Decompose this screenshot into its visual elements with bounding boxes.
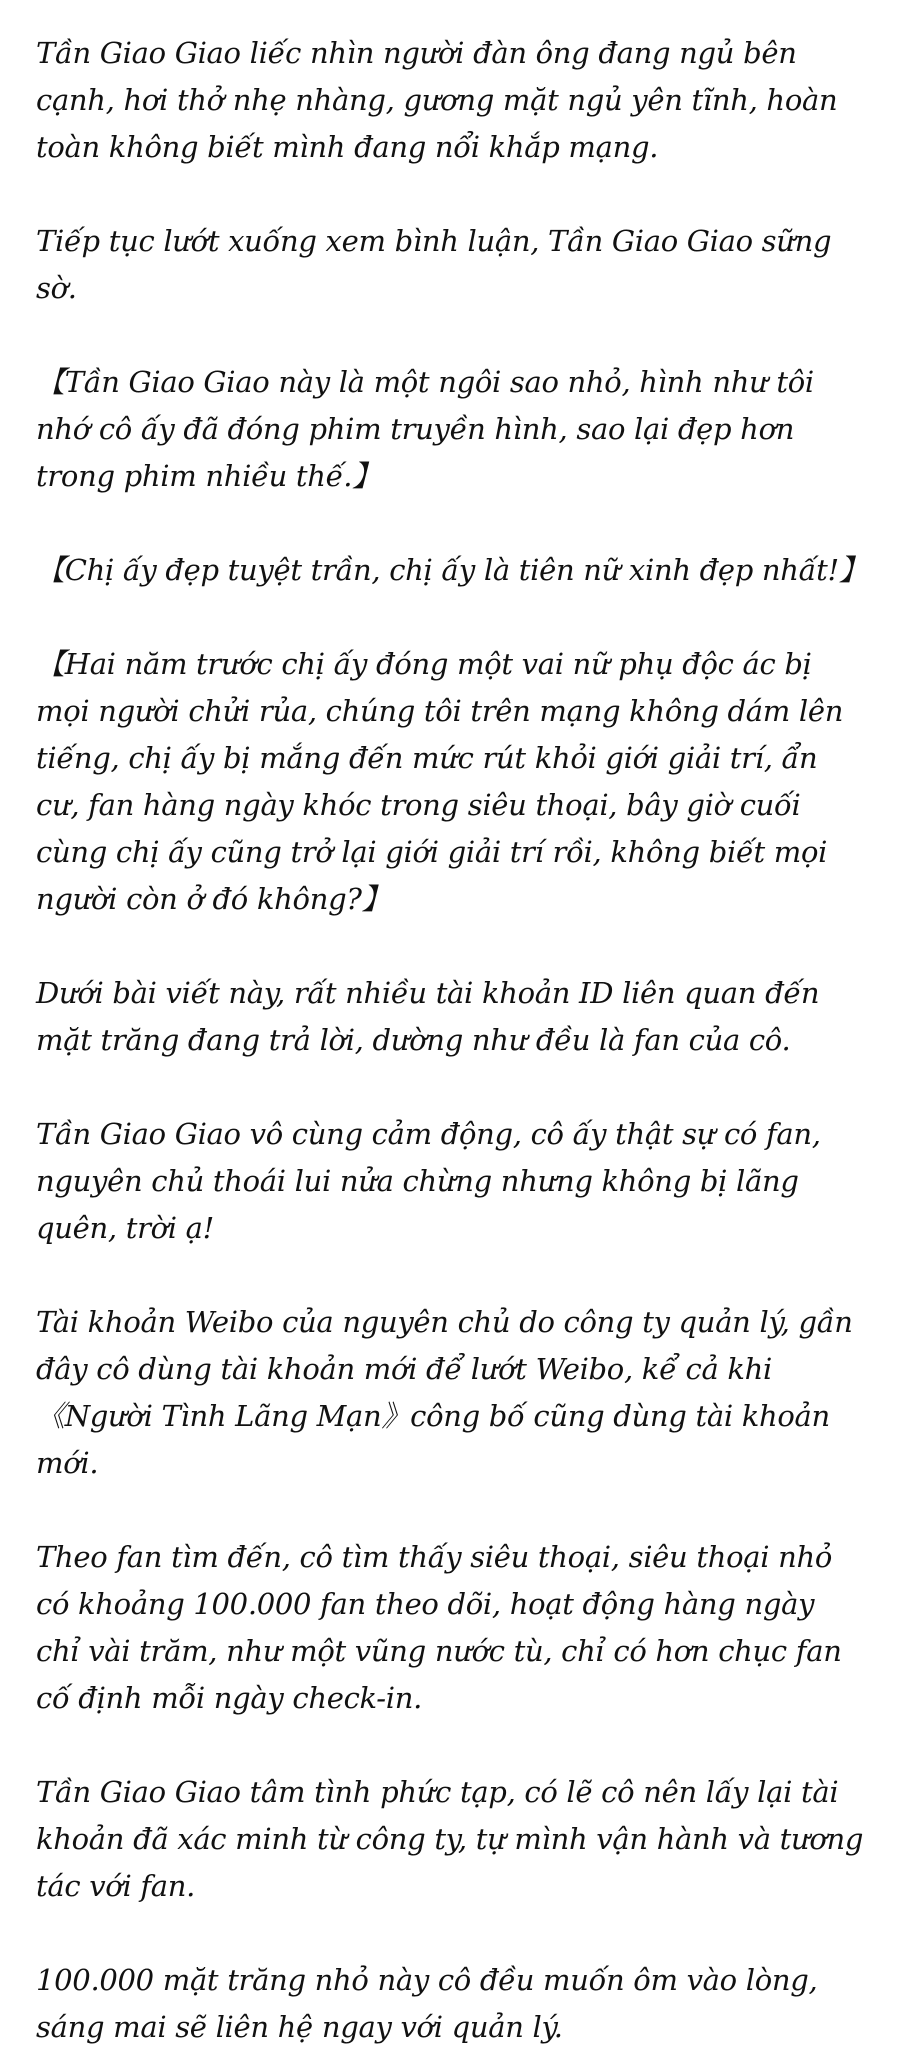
paragraph: 【Tần Giao Giao này là một ngôi sao nhỏ, hình như tôi nhớ cô ấy đã đóng phim truyền hình, sao lại đẹp hơn trong phim nhiều thế.】	[36, 365, 814, 493]
paragraph: 100.000 mặt trăng nhỏ này cô đều muốn ôm vào lòng, sáng mai sẽ liên hệ ngay với quản lý.	[36, 1963, 818, 2044]
paragraph: Tần Giao Giao liếc nhìn người đàn ông đang ngủ bên cạnh, hơi thở nhẹ nhàng, gương mặt ngủ yên tĩnh, hoàn toàn không biết mình đang nổi khắp mạng.	[36, 36, 838, 164]
paragraph: Dưới bài viết này, rất nhiều tài khoản ID liên quan đến mặt trăng đang trả lời, dường như đều là fan của cô.	[36, 976, 820, 1057]
paragraph: Tiếp tục lướt xuống xem bình luận, Tần Giao Giao sững sờ.	[36, 224, 832, 305]
paragraph: 【Chị ấy đẹp tuyệt trần, chị ấy là tiên nữ xinh đẹp nhất!】	[36, 553, 868, 587]
paragraph: Tài khoản Weibo của nguyên chủ do công ty quản lý, gần đây cô dùng tài khoản mới để lướt Weibo, kể cả khi《Người Tình Lãng Mạn》công bố cũng dùng tài khoản mới.	[36, 1305, 853, 1480]
paragraph: Tần Giao Giao vô cùng cảm động, cô ấy thật sự có fan, nguyên chủ thoái lui nửa chừng nhưng không bị lãng quên, trời ạ!	[36, 1117, 821, 1245]
paragraph: 【Hai năm trước chị ấy đóng một vai nữ phụ độc ác bị mọi người chửi rủa, chúng tôi trên mạng không dám lên tiếng, chị ấy bị mắng đến mức rút khỏi giới giải trí, ẩn cư, fan hàng ngày khóc trong siêu thoại, bây giờ cuối cùng chị ấy cũng trở lại giới giải trí rồi, không biết mọi người còn ở đó không?】	[36, 647, 844, 916]
paragraph: Theo fan tìm đến, cô tìm thấy siêu thoại, siêu thoại nhỏ có khoảng 100.000 fan theo dõi, hoạt động hàng ngày chỉ vài trăm, như một vũng nước tù, chỉ có hơn chục fan cố định mỗi ngày check-in.	[36, 1540, 842, 1715]
paragraph: Tần Giao Giao tâm tình phức tạp, có lẽ cô nên lấy lại tài khoản đã xác minh từ công ty, tự mình vận hành và tương tác với fan.	[36, 1775, 864, 1903]
